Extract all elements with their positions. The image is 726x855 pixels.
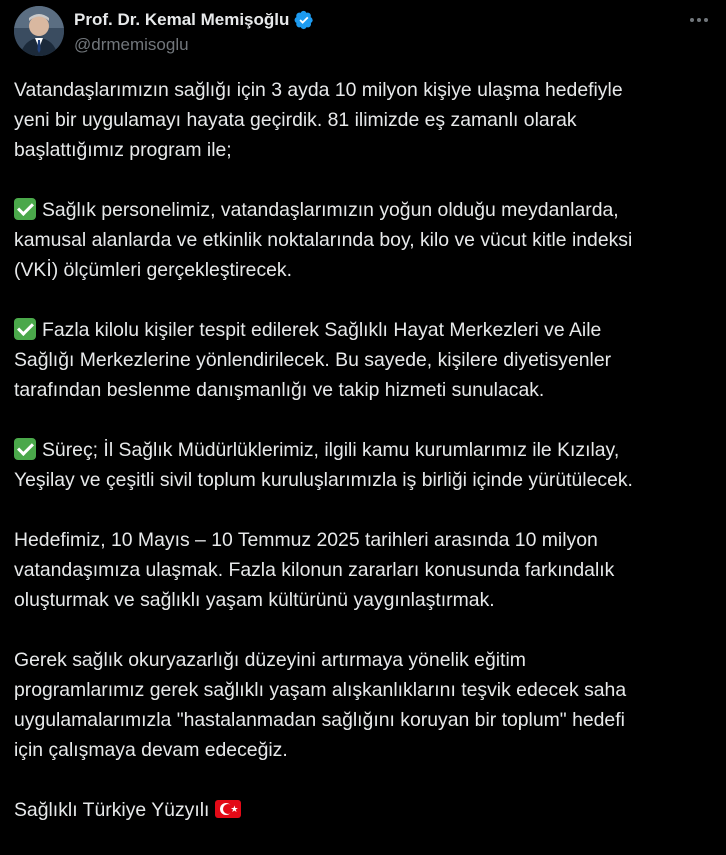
text-line: yeni bir uygulamayı hayata geçirdik. 81 ilimizde eş zamanlı olarak (14, 109, 577, 131)
text-line: (VKİ) ölçümleri gerçekleştirecek. (14, 259, 293, 281)
text-line: Sağlıklı Türkiye Yüzyılı (14, 799, 210, 821)
text-line: başlattığımız program ile; (14, 139, 232, 161)
tweet-text (14, 75, 714, 855)
paragraph-process (14, 435, 714, 495)
check-mark-button-icon (14, 318, 36, 340)
tweet-header (14, 6, 712, 56)
more-horizontal-icon[interactable] (686, 10, 712, 30)
display-name-row (74, 9, 314, 31)
paragraph-goal (14, 525, 714, 615)
check-mark-button-icon (14, 198, 36, 220)
text-line: Hedefimiz, 10 Mayıs – 10 Temmuz 2025 tarihleri arasında 10 milyon (14, 529, 598, 551)
paragraph-measurements (14, 195, 714, 285)
paragraph-closing (14, 795, 714, 825)
text-line: Süreç; İl Sağlık Müdürlüklerimiz, ilgili kamu kurumlarımız ile Kızılay, (42, 439, 620, 461)
paragraph-intro (14, 75, 714, 165)
text-line: Yeşilay ve çeşitli sivil toplum kuruluşlarımızla iş birliği içinde yürütülecek. (14, 469, 633, 491)
text-line: Fazla kilolu kişiler tespit edilerek Sağlıklı Hayat Merkezleri ve Aile (42, 319, 602, 341)
author-names (74, 9, 314, 55)
verified-badge-icon[interactable] (294, 10, 314, 30)
author-handle[interactable]: @drmemisoglu (74, 35, 189, 54)
paragraph-referral (14, 315, 714, 405)
paragraph-programs (14, 645, 714, 765)
text-line: uygulamalarımızla "hastalanmadan sağlığını koruyan bir toplum" hedefi (14, 709, 625, 731)
check-mark-button-icon (14, 438, 36, 460)
text-line: kamusal alanlarda ve etkinlik noktalarında boy, kilo ve vücut kitle indeksi (14, 229, 633, 251)
text-line: Vatandaşlarımızın sağlığı için 3 ayda 10 milyon kişiye ulaşma hedefiyle (14, 79, 623, 101)
text-line: için çalışmaya devam edeceğiz. (14, 739, 288, 761)
text-line: oluşturmak ve sağlıklı yaşam kültürünü yaygınlaştırmak. (14, 589, 495, 611)
text-line: vatandaşımıza ulaşmak. Fazla kilonun zararları konusunda farkındalık (14, 559, 615, 581)
text-line: tarafından beslenme danışmanlığı ve takip hizmeti sunulacak. (14, 379, 545, 401)
avatar[interactable] (14, 6, 64, 56)
text-line: Gerek sağlık okuryazarlığı düzeyini artırmaya yönelik eğitim (14, 649, 526, 671)
text-line: Sağlığı Merkezlerine yönlendirilecek. Bu sayede, kişilere diyetisyenler (14, 349, 612, 371)
author-display-name[interactable]: Prof. Dr. Kemal Memişoğlu (74, 10, 290, 29)
text-line: Sağlık personelimiz, vatandaşlarımızın yoğun olduğu meydanlarda, (42, 199, 619, 221)
turkey-flag-icon: ★ (215, 800, 241, 818)
text-line: programlarımız gerek sağlıklı yaşam alışkanlıklarını teşvik edecek saha (14, 679, 627, 701)
